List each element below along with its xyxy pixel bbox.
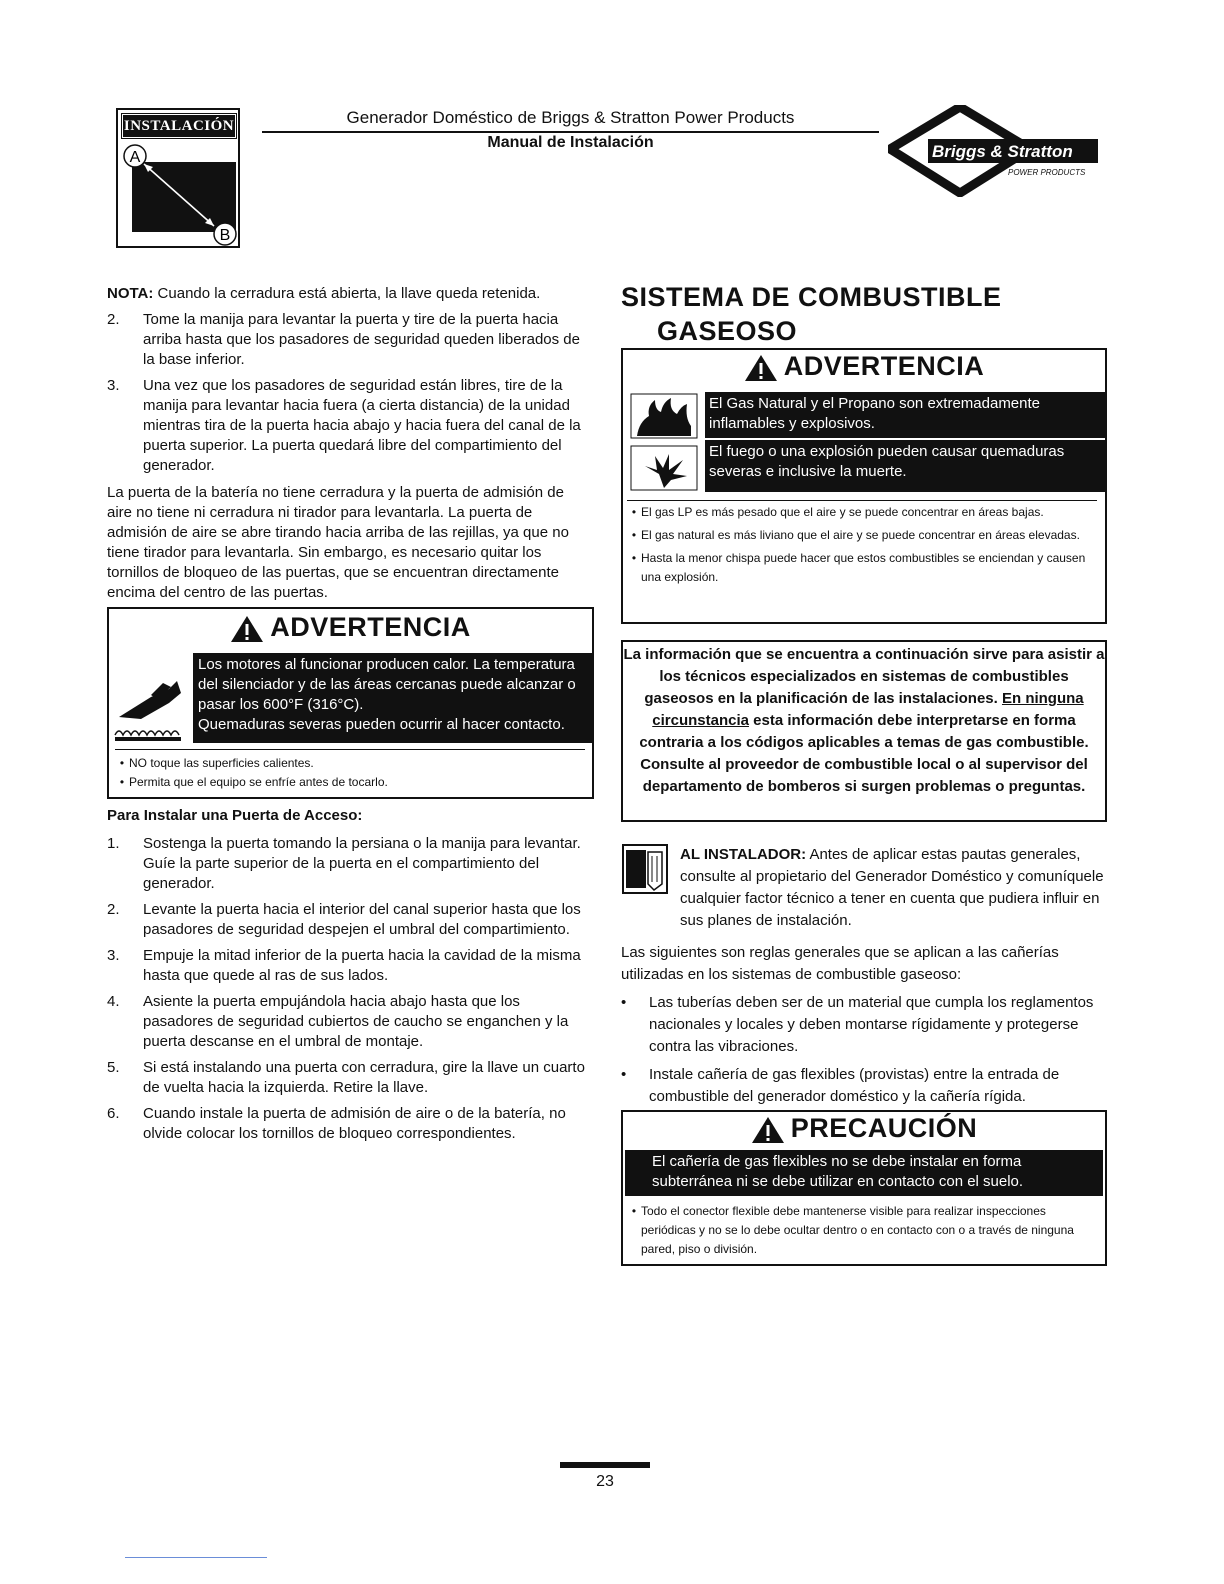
caution-title: PRECAUCIÓN	[790, 1113, 978, 1143]
page-number: 23	[596, 1473, 614, 1490]
rules-list	[621, 992, 1107, 1108]
warning-line: Los motores al funcionar producen calor. La temperatura del silenciador y de las áreas cercanas puede alcanzar o pasar los 600°F (316°C).	[198, 656, 576, 713]
list-item: • Todo el conector flexible debe mantenerse visible para realizar inspecciones periódicas y no se lo debe ocultar dentro o en contacto con o a través de ninguna pared, piso o división.	[631, 1204, 1074, 1256]
list-item: • El gas natural es más liviano que el aire y se puede concentrar en áreas elevadas.	[631, 528, 1080, 542]
warning-dark-panel	[193, 653, 593, 743]
battery-door-paragraph: La puerta de la batería no tiene cerradura y la puerta de admisión de aire no tiene ni cerradura ni tirador para levantarla. La puerta de admisión de aire se abre tirando hacia arriba de las rejillas, ya que no tiene tirador para levantarla. Sin embargo, es necesario quitar los tornillos de bloqueo de las puertas, que se encuentran directamente encima del centro de las puertas.	[107, 484, 569, 601]
list-item: 3. Una vez que los pasadores de seguridad están libres, tire de la manija para levantar hacia fuera (a cierta distancia) de la unidad mientras tira de la puerta hacia abajo y hacia fuera del canal de la puerta superior. La puerta quedará libre del compartimiento del generador.	[107, 377, 581, 474]
note-label: NOTA:	[107, 285, 154, 302]
section-badge-label: INSTALACIÓN	[122, 114, 236, 138]
a-to-b-diagram-icon	[122, 140, 238, 246]
caution-bullets	[627, 1202, 1097, 1259]
rules-intro: Las siguientes son reglas generales que se aplican a las cañerías utilizadas en los sistemas de combustible gaseoso:	[621, 944, 1059, 983]
footer-rule	[125, 1557, 267, 1558]
caution-dark-panel: El cañería de gas flexibles no se debe instalar en forma subterránea ni se debe utilizar en contacto con el suelo.	[625, 1150, 1103, 1196]
gas-warning-box	[621, 348, 1107, 624]
warning-heading	[109, 611, 592, 644]
warning-dark-panel: El Gas Natural y el Propano son extremadamente inflamables y explosivos.	[705, 392, 1105, 438]
list-item: • El gas LP es más pesado que el aire y se puede concentrar en áreas bajas.	[631, 505, 1044, 519]
info-text: esta información debe interpretarse en forma contraria a los códigos aplicables a temas de gas combustible. Consulte al proveedor de combustible local o al supervisor del departamento de bomberos si surgen problemas o preguntas.	[639, 712, 1089, 795]
warning-dark-panel: El fuego o una explosión pueden causar quemaduras severas e inclusive la muerte.	[705, 440, 1105, 492]
flame-icon	[629, 392, 699, 440]
point-a-label: A	[129, 149, 141, 166]
removal-steps	[107, 310, 592, 476]
note-paragraph	[107, 284, 592, 304]
info-text: La información que se encuentra a continuación sirve para asistir a los técnicos especializados en sistemas de combustibles gaseosos en la planificación de las instalaciones.	[623, 646, 1105, 707]
point-b-label: B	[219, 227, 231, 244]
list-item: • Instale cañería de gas flexibles (provistas) entre la entrada de combustible del generador doméstico y la cañería rígida.	[621, 1066, 1060, 1105]
section-title: SISTEMA DE COMBUSTIBLE GASEOSO	[621, 282, 1002, 346]
header-rule	[262, 131, 879, 133]
warning-triangle-icon	[230, 614, 264, 644]
warning-heading	[623, 350, 1105, 383]
warning-triangle-icon	[744, 353, 778, 383]
warning-line: Quemaduras severas pueden ocurrir al hacer contacto.	[198, 716, 565, 733]
info-underlined-text: En ninguna circunstancia	[652, 690, 1084, 729]
explosion-icon	[629, 444, 699, 492]
list-item: 5. Si está instalando una puerta con cerradura, gire la llave un cuarto de vuelta hacia la izquierda. Retire la llave.	[107, 1059, 585, 1096]
logo-sub-text: POWER PRODUCTS	[1008, 168, 1086, 177]
warning-bullets	[115, 749, 585, 792]
document-title: Generador Doméstico de Briggs & Stratton Power Products	[346, 108, 795, 127]
warning-title: ADVERTENCIA	[270, 612, 471, 642]
technician-info-box	[621, 640, 1107, 822]
section-badge	[116, 108, 240, 248]
list-item: 3. Empuje la mitad inferior de la puerta hacia la cavidad de la misma hasta que quede al ras de sus lados.	[107, 947, 581, 984]
heat-warning-box	[107, 607, 594, 799]
list-item: 2. Levante la puerta hacia el interior del canal superior hasta que los pasadores de seguridad despejen el umbral del compartimiento.	[107, 901, 581, 938]
page-number-bar	[560, 1462, 650, 1468]
installer-note	[680, 844, 1106, 932]
list-item: 1. Sostenga la puerta tomando la persiana o la manija para levantar. Guíe la parte superior de la puerta en el compartimiento del generador.	[107, 835, 581, 892]
list-item: 4. Asiente la puerta empujándola hacia abajo hasta que los pasadores de seguridad cubiertos de caucho se enganchen y la puerta descanse en el umbral de montaje.	[107, 993, 569, 1050]
list-item: • Permita que el equipo se enfríe antes de tocarlo.	[119, 775, 388, 789]
list-item: • Las tuberías deben ser de un material que cumpla los reglamentos nacionales y locales y deben montarse rígidamente y protegerse contra las vibraciones.	[621, 994, 1094, 1055]
warning-bullets	[627, 500, 1097, 587]
document-subtitle: Manual de Instalación	[487, 134, 654, 151]
list-item: • Hasta la menor chispa puede hacer que estos combustibles se enciendan y causen una explosión.	[631, 551, 1086, 584]
list-item: • NO toque las superficies calientes.	[119, 756, 314, 770]
hot-surface-icon	[111, 653, 193, 743]
briggs-stratton-logo	[888, 105, 1108, 197]
subheading: Para Instalar una Puerta de Acceso:	[107, 807, 363, 824]
caution-box	[621, 1110, 1107, 1266]
warning-title: ADVERTENCIA	[783, 351, 985, 381]
note-text: Cuando la cerradura está abierta, la llave queda retenida.	[153, 285, 541, 302]
install-steps	[107, 834, 592, 1144]
caution-heading	[623, 1112, 1105, 1145]
installer-text: Antes de aplicar estas pautas generales, consulte al propietario del Generador Doméstico y comuníquele cualquier factor técnico a tener en cuenta que pudiera influir en sus planes de instalación.	[680, 846, 1104, 929]
logo-brand-text: Briggs & Stratton	[932, 142, 1073, 161]
warning-triangle-icon	[751, 1115, 785, 1145]
installer-label: AL INSTALADOR:	[680, 846, 807, 863]
list-item: 2. Tome la manija para levantar la puerta y tire de la puerta hacia arriba hasta que los pasadores de seguridad queden liberados de la base inferior.	[107, 311, 580, 368]
list-item: 6. Cuando instale la puerta de admisión de aire o de la batería, no olvide colocar los tornillos de bloqueo correspondientes.	[107, 1105, 566, 1142]
note-pencil-icon	[622, 844, 668, 894]
